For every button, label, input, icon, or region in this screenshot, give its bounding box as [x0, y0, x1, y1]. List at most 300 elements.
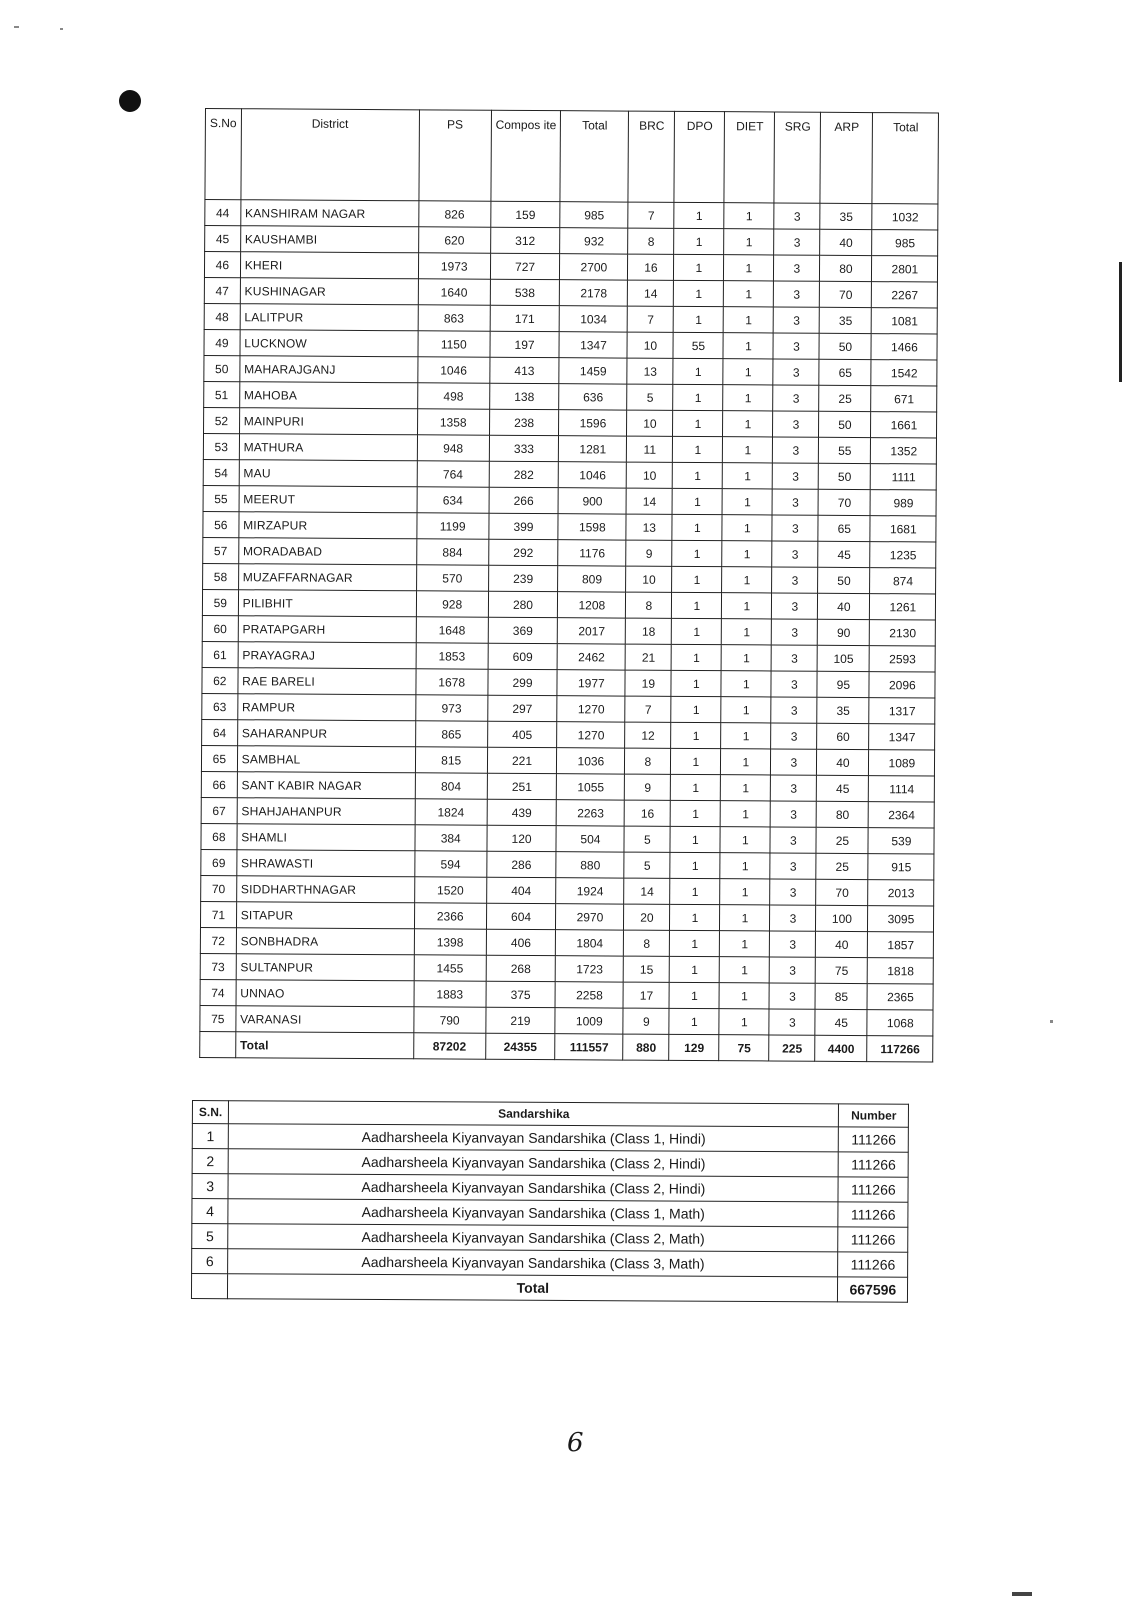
table-row	[192, 1199, 908, 1228]
value-cell: 1	[672, 488, 722, 514]
page-number: 6	[567, 1428, 584, 1458]
value-cell: 1	[719, 1009, 769, 1035]
serial-number-cell: 64	[202, 719, 238, 745]
value-cell: 2970	[556, 904, 624, 930]
value-cell: 809	[558, 566, 626, 592]
serial-number-cell: 5	[192, 1224, 228, 1249]
value-cell: 35	[820, 307, 872, 333]
serial-number-cell: 57	[203, 537, 239, 563]
value-cell: 1	[671, 774, 721, 800]
district-name-cell: MORADABAD	[238, 538, 416, 565]
value-cell: 1009	[555, 1008, 623, 1034]
value-cell: 35	[817, 697, 869, 723]
value-cell: 8	[628, 228, 674, 254]
value-cell: 1	[721, 801, 771, 827]
value-cell: 35	[820, 203, 872, 229]
value-cell: 2462	[557, 644, 625, 670]
value-cell: 17	[623, 982, 669, 1008]
serial-number-cell: 52	[204, 407, 240, 433]
value-cell: 90	[818, 619, 870, 645]
value-cell: 7	[628, 306, 674, 332]
value-cell: 1	[674, 202, 724, 228]
serial-number-cell: 55	[203, 485, 239, 511]
column-header: DIET	[724, 112, 775, 203]
table-row	[192, 1249, 908, 1278]
value-cell: 826	[418, 201, 490, 227]
value-cell: 238	[489, 409, 559, 435]
value-cell: 1883	[414, 981, 486, 1007]
value-cell: 80	[817, 801, 869, 827]
district-name-cell: SIDDHARTHNAGAR	[236, 876, 414, 903]
district-name-cell: RAE BARELI	[238, 668, 416, 695]
value-cell: 1046	[559, 462, 627, 488]
value-cell: 932	[560, 228, 628, 254]
value-cell: 1	[721, 775, 771, 801]
serial-number-cell: 58	[203, 563, 239, 589]
value-cell: 804	[415, 773, 487, 799]
value-cell: 1466	[871, 334, 937, 360]
district-name-cell: RAMPUR	[237, 694, 415, 721]
value-cell: 2365	[867, 984, 933, 1010]
value-cell: 138	[489, 383, 559, 409]
value-cell: 1199	[417, 513, 489, 539]
district-name-cell: SULTANPUR	[236, 954, 414, 981]
value-cell: 25	[816, 853, 868, 879]
total-cell: 880	[623, 1034, 669, 1060]
serial-number-cell: 63	[202, 693, 238, 719]
value-cell: 1857	[868, 932, 934, 958]
value-cell: 13	[627, 358, 673, 384]
district-name-cell: MAHOBA	[239, 382, 417, 409]
value-cell: 2017	[558, 618, 626, 644]
total-cell: 225	[769, 1035, 815, 1061]
value-cell: 2263	[557, 800, 625, 826]
district-name-cell: SONBHADRA	[236, 928, 414, 955]
value-cell: 14	[628, 280, 674, 306]
value-cell: 1	[722, 567, 772, 593]
value-cell: 1661	[871, 412, 937, 438]
value-cell: 1	[670, 904, 720, 930]
value-cell: 3	[770, 827, 816, 853]
value-cell: 369	[488, 617, 558, 643]
district-name-cell: LUCKNOW	[240, 330, 418, 357]
value-cell: 50	[819, 411, 871, 437]
value-cell: 1	[674, 228, 724, 254]
value-cell: 1	[670, 930, 720, 956]
sandarshika-name-cell: Aadharsheela Kiyanvayan Sandarshika (Class 2, Hindi)	[228, 1149, 838, 1177]
value-cell: 95	[817, 671, 869, 697]
district-name-cell: SHAHJAHANPUR	[237, 798, 415, 825]
district-name-cell: MEERUT	[239, 486, 417, 513]
value-cell: 1	[724, 307, 774, 333]
value-cell: 1235	[870, 542, 936, 568]
column-header: PS	[419, 110, 492, 201]
value-cell: 1	[723, 411, 773, 437]
value-cell: 5	[627, 384, 673, 410]
serial-number-cell: 51	[204, 381, 240, 407]
value-cell: 884	[416, 539, 488, 565]
value-cell: 70	[820, 281, 872, 307]
value-cell: 312	[490, 227, 560, 253]
empty-cell	[191, 1274, 227, 1299]
serial-number-cell: 1	[192, 1124, 228, 1149]
value-cell: 815	[415, 747, 487, 773]
value-cell: 636	[559, 384, 627, 410]
value-cell: 1	[669, 982, 719, 1008]
value-cell: 1598	[558, 514, 626, 540]
sandarshika-table	[191, 1100, 909, 1303]
column-header: SRG	[774, 112, 821, 203]
number-cell: 111266	[838, 1202, 908, 1227]
value-cell: 915	[868, 854, 934, 880]
value-cell: 1	[721, 749, 771, 775]
value-cell: 880	[556, 852, 624, 878]
number-cell: 111266	[839, 1127, 909, 1152]
value-cell: 45	[817, 775, 869, 801]
total-cell: 4400	[815, 1035, 867, 1061]
value-cell: 1	[672, 566, 722, 592]
value-cell: 25	[819, 385, 871, 411]
value-cell: 3	[770, 853, 816, 879]
serial-number-cell: 56	[203, 511, 239, 537]
value-cell: 55	[819, 437, 871, 463]
value-cell: 1	[671, 748, 721, 774]
number-cell: 111266	[838, 1227, 908, 1252]
value-cell: 50	[818, 567, 870, 593]
value-cell: 286	[486, 851, 556, 877]
value-cell: 3	[772, 489, 818, 515]
value-cell: 989	[870, 490, 936, 516]
serial-number-cell: 59	[202, 589, 238, 615]
value-cell: 609	[488, 643, 558, 669]
value-cell: 40	[816, 931, 868, 957]
scan-speck	[60, 28, 63, 30]
value-cell: 1	[670, 826, 720, 852]
value-cell: 1114	[869, 776, 935, 802]
value-cell: 3095	[868, 906, 934, 932]
value-cell: 10	[627, 410, 673, 436]
value-cell: 1	[673, 410, 723, 436]
value-cell: 21	[625, 644, 671, 670]
value-cell: 159	[490, 201, 560, 227]
value-cell: 1	[670, 852, 720, 878]
serial-number-cell: 44	[205, 200, 241, 226]
column-header: DPO	[674, 111, 725, 202]
district-name-cell: SITAPUR	[236, 902, 414, 929]
value-cell: 1	[723, 463, 773, 489]
value-cell: 1	[674, 254, 724, 280]
value-cell: 1	[670, 956, 720, 982]
serial-number-cell: 65	[201, 745, 237, 771]
value-cell: 1	[723, 333, 773, 359]
value-cell: 764	[417, 461, 489, 487]
value-cell: 40	[818, 593, 870, 619]
value-cell: 1	[674, 306, 724, 332]
total-cell: 117266	[867, 1036, 933, 1062]
value-cell: 1	[670, 878, 720, 904]
value-cell: 197	[490, 331, 560, 357]
value-cell: 1	[722, 489, 772, 515]
value-cell: 7	[625, 696, 671, 722]
value-cell: 620	[418, 227, 490, 253]
value-cell: 3	[770, 957, 816, 983]
value-cell: 1678	[416, 669, 488, 695]
value-cell: 1723	[556, 956, 624, 982]
value-cell: 634	[417, 487, 489, 513]
value-cell: 18	[626, 618, 672, 644]
value-cell: 1	[672, 514, 722, 540]
scan-speck	[1050, 1020, 1053, 1023]
district-table-body	[200, 200, 939, 1062]
value-cell: 1818	[868, 958, 934, 984]
value-cell: 1	[723, 359, 773, 385]
sandarshika-table-wrapper	[191, 1100, 909, 1303]
value-cell: 1	[671, 722, 721, 748]
value-cell: 1	[720, 879, 770, 905]
value-cell: 3	[774, 229, 820, 255]
value-cell: 297	[487, 695, 557, 721]
value-cell: 1	[723, 385, 773, 411]
value-cell: 9	[623, 1008, 669, 1034]
serial-number-cell: 50	[204, 355, 240, 381]
value-cell: 3	[774, 307, 820, 333]
value-cell: 75	[816, 957, 868, 983]
value-cell: 538	[490, 279, 560, 305]
value-cell: 3	[771, 723, 817, 749]
serial-number-cell: 73	[200, 953, 236, 979]
district-name-cell: KAUSHAMBI	[240, 226, 418, 253]
column-header: Compos ite	[491, 110, 561, 201]
serial-number-cell: 61	[202, 641, 238, 667]
value-cell: 594	[414, 851, 486, 877]
column-header: S.N.	[192, 1101, 228, 1124]
scan-edge-mark	[1119, 262, 1122, 382]
value-cell: 1270	[557, 696, 625, 722]
value-cell: 20	[624, 904, 670, 930]
value-cell: 3	[770, 905, 816, 931]
table-row	[192, 1224, 908, 1253]
value-cell: 1824	[415, 799, 487, 825]
value-cell: 865	[415, 721, 487, 747]
serial-number-cell: 67	[201, 797, 237, 823]
value-cell: 1	[671, 670, 721, 696]
district-name-cell: KANSHIRAM NAGAR	[240, 200, 418, 227]
value-cell: 900	[558, 488, 626, 514]
value-cell: 1055	[557, 774, 625, 800]
value-cell: 1	[721, 723, 771, 749]
serial-number-cell: 46	[204, 252, 240, 278]
value-cell: 3	[773, 411, 819, 437]
value-cell: 45	[815, 1009, 867, 1035]
serial-number-cell: 48	[204, 303, 240, 329]
value-cell: 1398	[414, 929, 486, 955]
value-cell: 1	[719, 983, 769, 1009]
district-name-cell: MATHURA	[239, 434, 417, 461]
column-header: District	[241, 109, 420, 201]
value-cell: 3	[771, 775, 817, 801]
value-cell: 3	[769, 1009, 815, 1035]
value-cell: 985	[872, 230, 938, 256]
serial-number-cell: 68	[201, 823, 237, 849]
value-cell: 1542	[871, 360, 937, 386]
district-name-cell: MAU	[239, 460, 417, 487]
value-cell: 105	[817, 645, 869, 671]
serial-number-cell: 69	[201, 849, 237, 875]
value-cell: 1208	[558, 592, 626, 618]
value-cell: 10	[627, 332, 673, 358]
value-cell: 1	[672, 618, 722, 644]
value-cell: 70	[818, 489, 870, 515]
value-cell: 2267	[872, 282, 938, 308]
value-cell: 3	[773, 333, 819, 359]
table-row	[192, 1174, 908, 1203]
value-cell: 1352	[871, 438, 937, 464]
scan-speck	[14, 26, 19, 28]
value-cell: 3	[774, 281, 820, 307]
serial-number-cell: 60	[202, 615, 238, 641]
value-cell: 80	[820, 255, 872, 281]
value-cell: 1	[674, 280, 724, 306]
value-cell: 1853	[416, 643, 488, 669]
value-cell: 3	[771, 697, 817, 723]
district-name-cell: MAINPURI	[239, 408, 417, 435]
value-cell: 1596	[559, 410, 627, 436]
total-cell: 87202	[413, 1033, 485, 1059]
value-cell: 1	[724, 281, 774, 307]
value-cell: 1	[720, 931, 770, 957]
value-cell: 8	[624, 930, 670, 956]
table-row	[192, 1124, 908, 1153]
value-cell: 1	[673, 436, 723, 462]
value-cell: 1	[722, 515, 772, 541]
district-name-cell: MIRZAPUR	[239, 512, 417, 539]
value-cell: 1032	[872, 204, 938, 230]
value-cell: 8	[626, 592, 672, 618]
value-cell: 3	[774, 203, 820, 229]
district-table	[199, 108, 939, 1062]
value-cell: 604	[486, 903, 556, 929]
value-cell: 221	[487, 747, 557, 773]
value-cell: 1	[722, 541, 772, 567]
value-cell: 1973	[418, 253, 490, 279]
value-cell: 9	[626, 540, 672, 566]
value-cell: 14	[626, 488, 672, 514]
value-cell: 1520	[414, 877, 486, 903]
district-name-cell: MAHARAJGANJ	[240, 356, 418, 383]
value-cell: 2593	[869, 646, 935, 672]
number-cell: 111266	[838, 1252, 908, 1277]
value-cell: 25	[816, 827, 868, 853]
value-cell: 70	[816, 879, 868, 905]
value-cell: 45	[818, 541, 870, 567]
value-cell: 1977	[557, 670, 625, 696]
value-cell: 3	[772, 541, 818, 567]
district-table-wrapper	[199, 108, 939, 1062]
value-cell: 16	[625, 800, 671, 826]
value-cell: 1455	[414, 955, 486, 981]
value-cell: 1	[724, 229, 774, 255]
value-cell: 55	[673, 332, 723, 358]
column-header: Total	[560, 111, 629, 202]
total-label: Total	[235, 1032, 413, 1059]
number-cell: 111266	[838, 1152, 908, 1177]
column-header: Sandarshika	[229, 1101, 839, 1127]
value-cell: 928	[416, 591, 488, 617]
total-value: 667596	[838, 1277, 908, 1302]
value-cell: 1036	[557, 748, 625, 774]
value-cell: 7	[628, 202, 674, 228]
value-cell: 19	[625, 670, 671, 696]
value-cell: 1	[722, 619, 772, 645]
value-cell: 1111	[871, 464, 937, 490]
value-cell: 13	[626, 514, 672, 540]
serial-number-cell: 4	[192, 1199, 228, 1224]
serial-number-cell: 3	[192, 1174, 228, 1199]
value-cell: 299	[488, 669, 558, 695]
value-cell: 1034	[560, 306, 628, 332]
value-cell: 1	[673, 384, 723, 410]
district-name-cell: KUSHINAGAR	[240, 278, 418, 305]
value-cell: 1	[671, 696, 721, 722]
serial-number-cell: 62	[202, 667, 238, 693]
value-cell: 1	[720, 957, 770, 983]
district-table-header	[205, 109, 939, 204]
sandarshika-name-cell: Aadharsheela Kiyanvayan Sandarshika (Class 2, Math)	[228, 1224, 838, 1252]
value-cell: 10	[627, 462, 673, 488]
value-cell: 9	[625, 774, 671, 800]
total-cell: 111557	[555, 1034, 623, 1060]
value-cell: 50	[819, 463, 871, 489]
value-cell: 671	[871, 386, 937, 412]
value-cell: 2366	[414, 903, 486, 929]
value-cell: 539	[868, 828, 934, 854]
value-cell: 1317	[869, 698, 935, 724]
serial-number-cell: 71	[200, 901, 236, 927]
serial-number-cell: 66	[201, 771, 237, 797]
value-cell: 120	[487, 825, 557, 851]
value-cell: 3	[773, 359, 819, 385]
value-cell: 1	[724, 203, 774, 229]
value-cell: 863	[418, 305, 490, 331]
column-header: S.No	[205, 109, 241, 200]
value-cell: 1681	[870, 516, 936, 542]
value-cell: 3	[774, 255, 820, 281]
value-cell: 1150	[418, 331, 490, 357]
value-cell: 727	[490, 253, 560, 279]
column-header: Number	[839, 1104, 909, 1127]
value-cell: 15	[624, 956, 670, 982]
district-name-cell: SAHARANPUR	[237, 720, 415, 747]
district-name-cell: LALITPUR	[240, 304, 418, 331]
value-cell: 16	[628, 254, 674, 280]
scan-edge-mark	[1012, 1592, 1032, 1596]
value-cell: 100	[816, 905, 868, 931]
value-cell: 12	[625, 722, 671, 748]
value-cell: 973	[415, 695, 487, 721]
district-name-cell: PRATAPGARH	[238, 616, 416, 643]
value-cell: 266	[489, 487, 559, 513]
value-cell: 3	[772, 593, 818, 619]
value-cell: 1	[673, 358, 723, 384]
sandarshika-name-cell: Aadharsheela Kiyanvayan Sandarshika (Class 1, Math)	[228, 1199, 838, 1227]
value-cell: 2178	[560, 280, 628, 306]
district-name-cell: MUZAFFARNAGAR	[238, 564, 416, 591]
value-cell: 50	[819, 333, 871, 359]
value-cell: 40	[817, 749, 869, 775]
value-cell: 5	[624, 826, 670, 852]
value-cell: 1261	[870, 594, 936, 620]
value-cell: 268	[486, 955, 556, 981]
